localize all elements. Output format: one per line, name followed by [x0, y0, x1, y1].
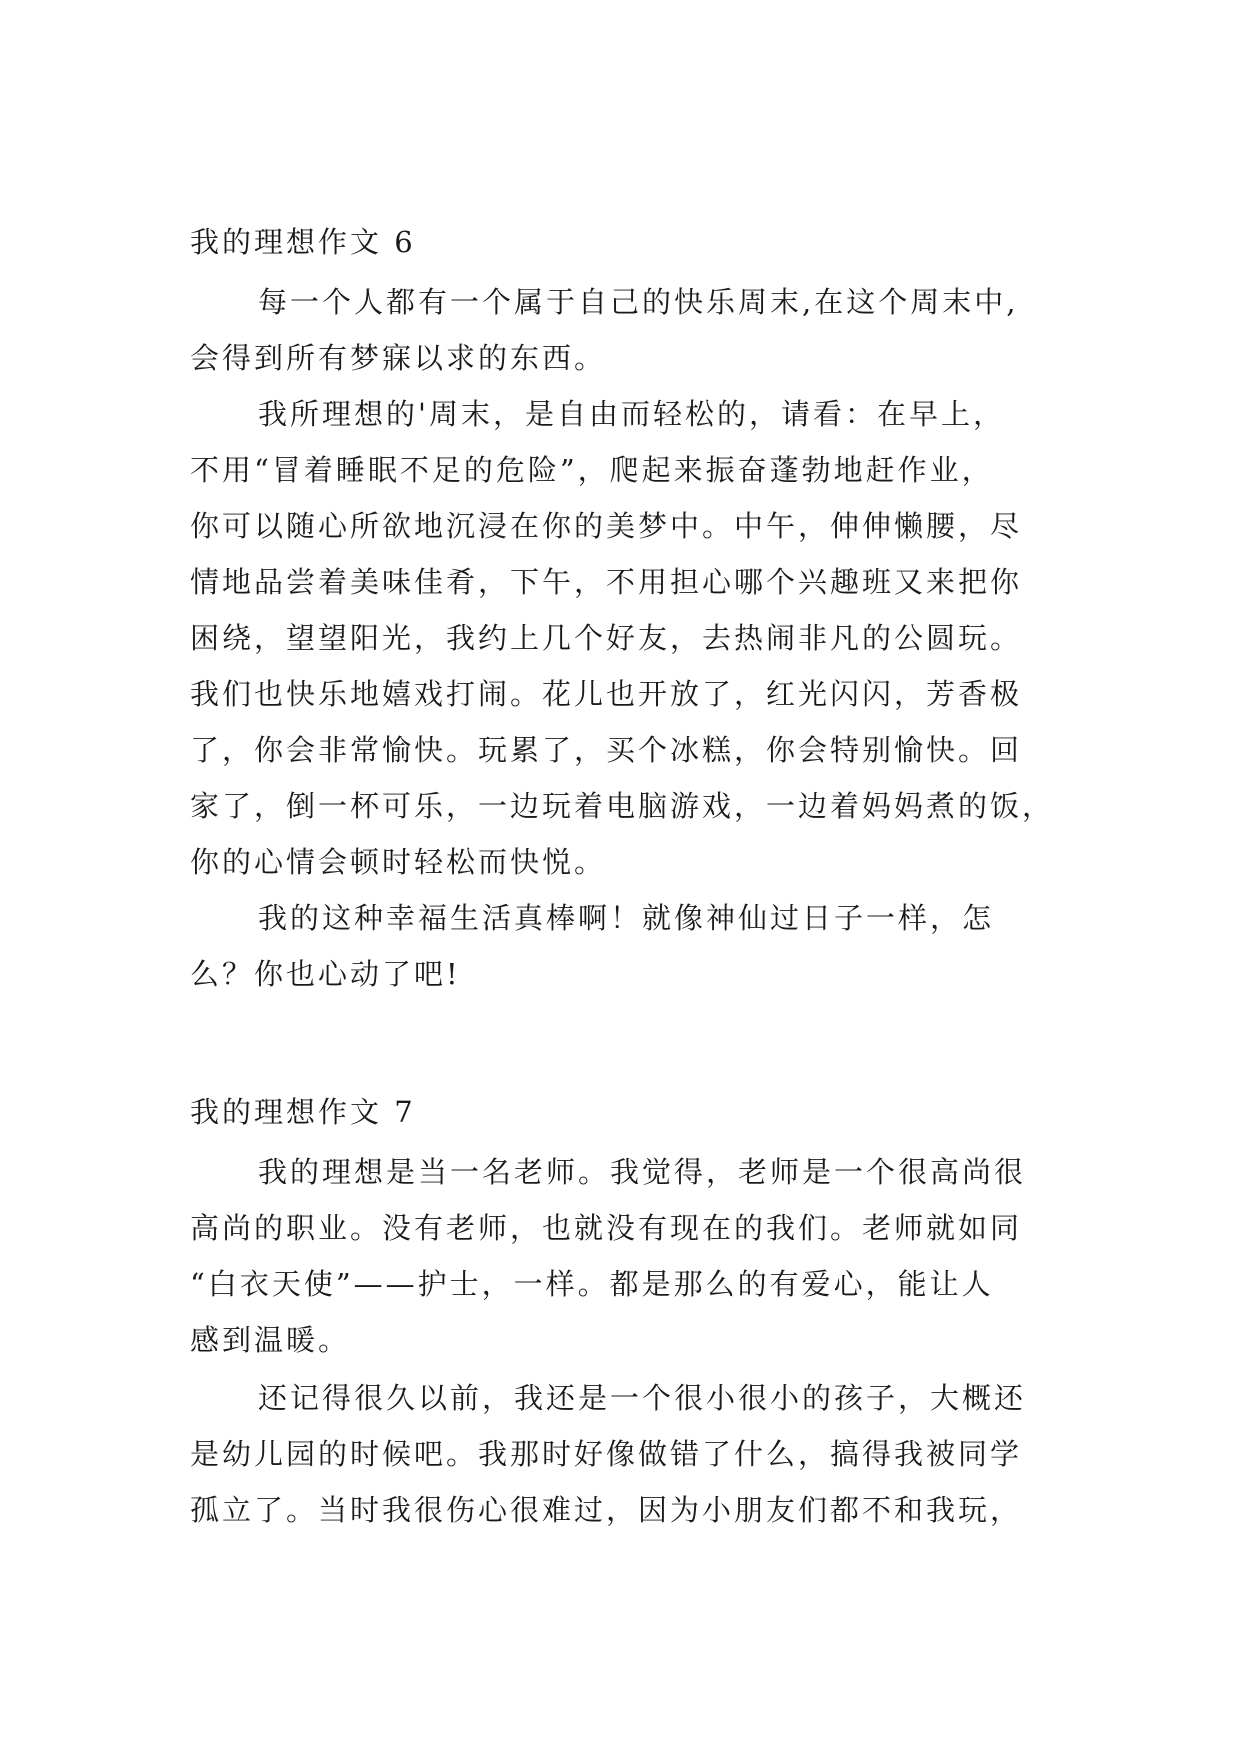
paragraph-line: 我的理想是当一名老师。我觉得，老师是一个很高尚很	[258, 1155, 1027, 1189]
paragraph-line: “白衣天使”——护士，一样。都是那么的有爱心，能让人	[190, 1267, 994, 1301]
paragraph-line: 困绕，望望阳光，我约上几个好友，去热闹非凡的公圆玩。	[190, 621, 1023, 655]
paragraph-line: 是幼儿园的时候吧。我那时好像做错了什么，搞得我被同学	[190, 1437, 1023, 1471]
paragraph-line: 感到温暖。	[190, 1323, 351, 1357]
paragraph-line: 孤立了。当时我很伤心很难过，因为小朋友们都不和我玩，	[190, 1493, 1023, 1527]
paragraph-line: 不用“冒着睡眠不足的危险”，爬起来振奋蓬勃地赶作业，	[190, 453, 994, 487]
paragraph-line: 情地品尝着美味佳肴，下午，不用担心哪个兴趣班又来把你	[190, 565, 1023, 599]
paragraph-line: 你可以随心所欲地沉浸在你的美梦中。中午，伸伸懒腰，尽	[190, 509, 1023, 543]
paragraph-line: 家了，倒一杯可乐，一边玩着电脑游戏，一边着妈妈煮的饭，	[190, 789, 1055, 823]
paragraph-line: 我们也快乐地嬉戏打闹。花儿也开放了，红光闪闪，芳香极	[190, 677, 1023, 711]
paragraph-line: 高尚的职业。没有老师，也就没有现在的我们。老师就如同	[190, 1211, 1023, 1245]
paragraph-line: 还记得很久以前，我还是一个很小很小的孩子，大概还	[258, 1381, 1027, 1415]
paragraph-line: 么？你也心动了吧!	[190, 957, 461, 991]
paragraph-line: 我所理想的'周末，是自由而轻松的，请看：在早上，	[258, 397, 1005, 431]
paragraph-line: 了，你会非常愉快。玩累了，买个冰糕，你会特别愉快。回	[190, 733, 1023, 767]
paragraph-line: 你的心情会顿时轻松而快悦。	[190, 845, 607, 879]
section-heading-7: 我的理想作文 7	[190, 1095, 416, 1129]
paragraph-line: 我的这种幸福生活真棒啊！就像神仙过日子一样，怎	[258, 901, 995, 935]
paragraph-line: 会得到所有梦寐以求的东西。	[190, 341, 607, 375]
section-heading-6: 我的理想作文 6	[190, 225, 416, 259]
paragraph-line: 每一个人都有一个属于自己的快乐周末,在这个周末中,	[258, 285, 1019, 319]
